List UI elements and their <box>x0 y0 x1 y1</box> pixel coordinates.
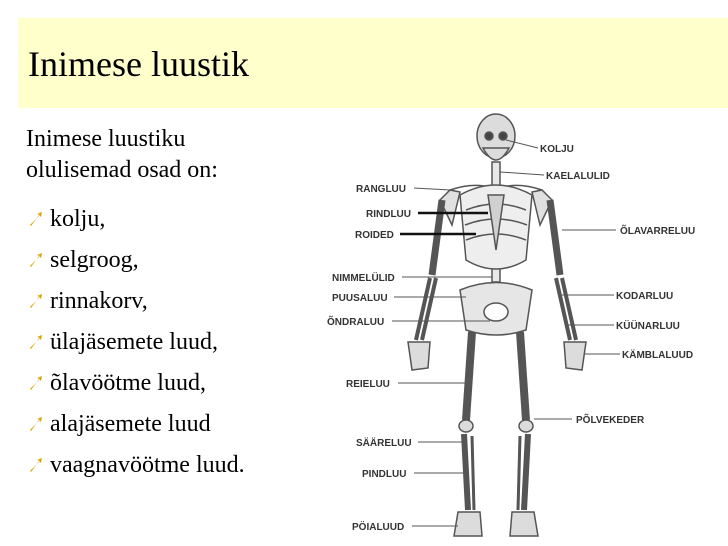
label-reieluu: REIELUU <box>346 379 390 390</box>
list-item <box>26 321 245 362</box>
bullet-text: selgroog, <box>50 246 139 273</box>
bullet-icon <box>26 250 46 270</box>
intro-text <box>26 124 296 186</box>
bullet-icon <box>26 291 46 311</box>
bullet-icon <box>26 414 46 434</box>
label-olavarreluu: ÕLAVARRELUU <box>620 226 696 237</box>
label-rangluu: RANGLUU <box>356 184 406 195</box>
bullet-icon <box>26 455 46 475</box>
label-polvekeder: PÕLVEKEDER <box>576 415 645 426</box>
list-item <box>26 444 245 485</box>
label-kaelalulid: KAELALULID <box>546 171 610 182</box>
bullet-icon <box>26 332 46 352</box>
label-pindluu: PINDLUU <box>362 469 407 480</box>
list-item <box>26 198 245 239</box>
label-kamblaluud: KÄMBLALUUD <box>622 350 694 361</box>
list-item <box>26 239 245 280</box>
title-bar <box>18 18 728 108</box>
bullet-text: õlavöötme luud, <box>50 369 206 396</box>
list-item <box>26 280 245 321</box>
bullet-text: ülajäsemete luud, <box>50 328 218 355</box>
label-puusaluu: PUUSALUU <box>332 293 388 304</box>
bullet-text: rinnakorv, <box>50 287 148 314</box>
label-kodarluu: KODARLUU <box>616 291 674 302</box>
skeleton-figure <box>300 100 728 546</box>
bullet-text: alajäsemete luud <box>50 410 211 437</box>
label-roided: ROIDED <box>355 230 394 241</box>
slide-title: Inimese luustik <box>28 44 249 84</box>
label-saareluu: SÄÄRELUU <box>356 438 412 449</box>
bullet-icon <box>26 373 46 393</box>
label-ondraluu: ÕNDRALUU <box>327 317 385 328</box>
bullet-list <box>26 198 245 485</box>
label-nimmelulid: NIMMELÜLID <box>332 273 395 284</box>
list-item <box>26 362 245 403</box>
intro-line-1: Inimese luustiku <box>26 126 186 152</box>
bullet-text: kolju, <box>50 205 106 232</box>
bullet-text: vaagnavöötme luud. <box>50 451 245 478</box>
list-item <box>26 403 245 444</box>
label-rindluu: RINDLUU <box>366 209 411 220</box>
bullet-icon <box>26 209 46 229</box>
label-kolju: KOLJU <box>540 144 574 155</box>
label-poialuud: PÖIALUUD <box>352 522 405 533</box>
intro-line-2: olulisemad osad on: <box>26 157 218 183</box>
label-kuunarluu: KÜÜNARLUU <box>616 321 680 332</box>
